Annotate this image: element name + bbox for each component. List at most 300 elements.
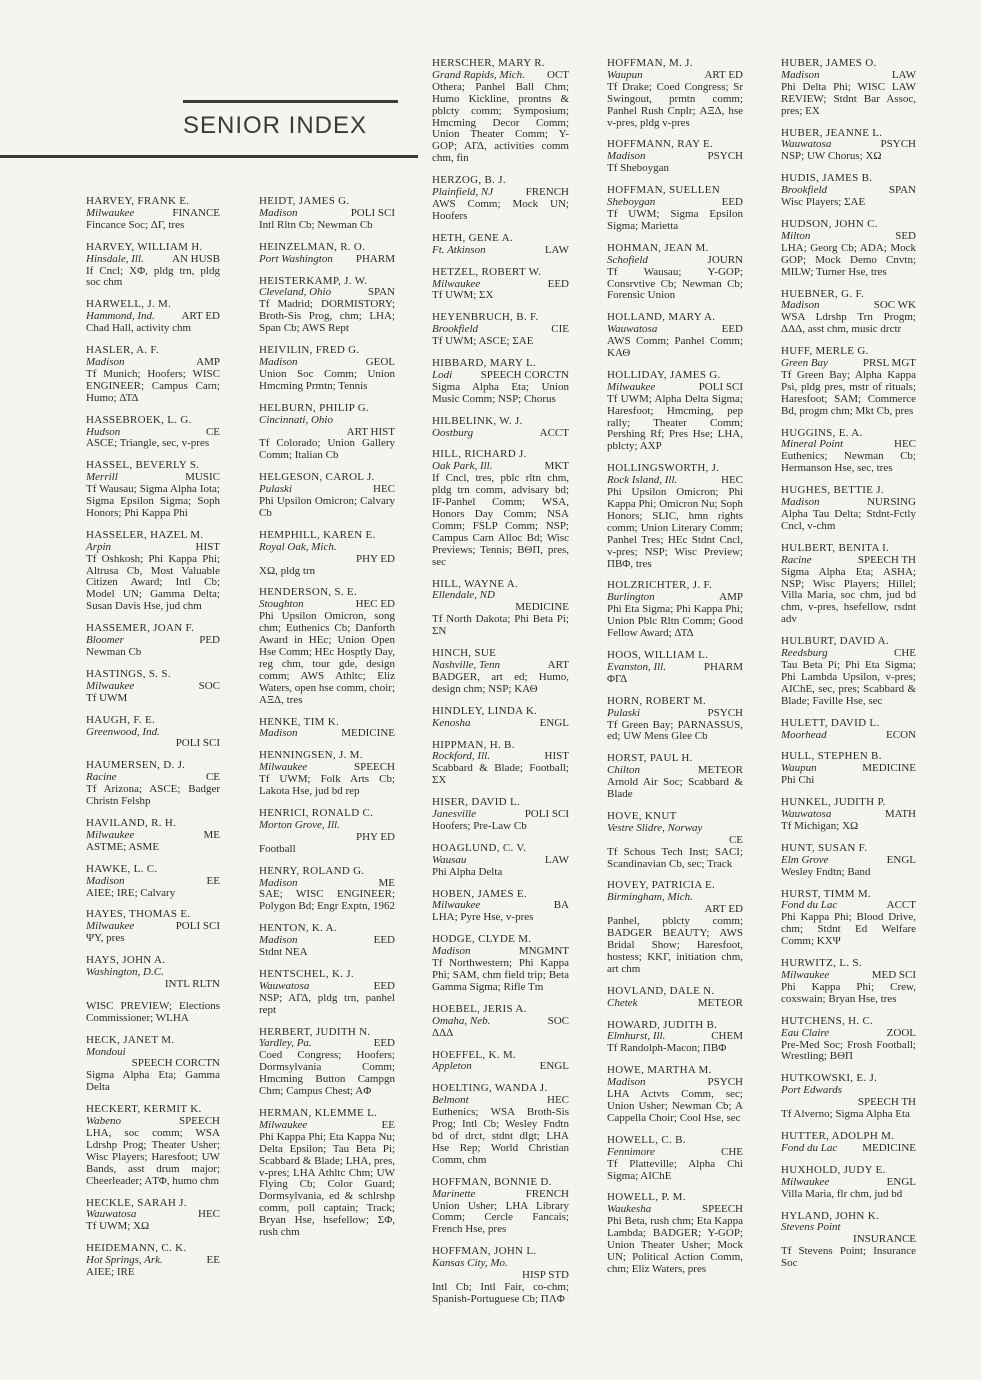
entry-name: HOWELL, C. B. [607,1133,686,1146]
entry-name: HENKE, TIM K. [259,715,340,728]
entry-subject: SOC [198,679,220,692]
entry-hometown: Omaha, Neb. [432,1014,491,1027]
entry-name: HOLLINGSWORTH, J. [607,462,720,475]
index-column-1 [86,196,220,1289]
entry-hometown: Vestre Slidre, Norway [607,821,703,834]
entry-name: HUBER, JEANNE L. [781,126,883,139]
entry-hometown: Oostburg [432,426,474,439]
index-entry [781,128,916,164]
entry-hometown-line [781,555,916,567]
index-entry [86,760,220,808]
entry-activities: Phi Eta Sigma; Phi Kappa Phi; Union Pblc Rltn Comm; Good Fellow Award; ΔΤΔ [607,603,743,640]
entry-hometown-line [781,231,916,243]
entry-subject: PED [199,634,220,647]
entry-subject: MUSIC [185,471,220,484]
entry-subject: CHEM [711,1030,743,1043]
entry-hometown: Greenwood, Ind. [86,725,160,738]
entry-activities: Tf Northwestern; Phi Kappa Phi; SAM, chm field trip; Beta Gamma Sigma; Rifle Tm [432,957,569,993]
entry-activities: Panhel, pblcty comm; BADGER BEAUTY; AWS Bridal Show; Haresfoot, hostess; ΚΚΓ, initiation chm, art chm [607,915,743,975]
entry-hometown: Madison [259,727,298,740]
index-entry [86,1198,220,1234]
index-entry [432,797,569,833]
index-entry [432,267,569,303]
entry-subject: SPEECH CORCTN [480,368,569,381]
index-entry [607,463,743,570]
index-entry [781,543,916,626]
entry-hometown: Kansas City, Mo. [432,1257,508,1270]
entry-subject: GEOL [365,355,395,368]
entry-hometown-line [607,382,743,394]
entry-activities: Euthenics; Newman Cb; Hermanson Hse, sec, tres [781,450,916,475]
entry-activities: Intl Cb; Intl Fair, co-chm; Spanish-Portuguese Cb; ΠΛΦ [432,1280,569,1305]
entry-activities: Newman Cb [86,646,142,658]
entry-name: HURST, TIMM M. [781,887,871,900]
entry-activities: Villa Maria, flr chm, jud bd [781,1187,903,1200]
entry-name: HARVEY, FRANK E. [86,195,190,207]
entry-subject: MKT [544,460,569,473]
entry-hometown: Cincinnati, Ohio [259,413,333,426]
entry-hometown-line [607,255,743,267]
entry-activities: Football [259,842,296,855]
entry-activities: LHA, soc comm; WSA Ldrshp Prog; Theater Usher; Wisc Players; Haresfoot; UW Bands, asst drum major; Cheerleader; AΤΦ, humo chm [86,1127,220,1187]
entry-activities: Tf UWM; ASCE; ΣΑΕ [432,335,534,348]
entry-activities: AWS Comm; Mock UN; Hoofers [432,197,569,222]
entry-hometown: Pulaski [259,483,292,496]
entry-subject: PSYCH [707,150,743,163]
entry-hometown: Milwaukee [432,277,481,290]
entry-hometown: Milwaukee [86,679,135,692]
index-entry [86,460,220,520]
entry-subject: HIST [195,540,220,553]
entry-name: HOVLAND, DALE N. [607,984,715,997]
entry-hometown-line [607,998,743,1010]
entry-name: HOFFMAN, M. J. [607,57,693,69]
index-entry [607,185,743,233]
entry-subject: ART [547,658,569,671]
entry-activities: If Cncl; XΦ, pldg trn, pldg soc chm [86,264,220,289]
index-entry [781,428,916,476]
entry-hometown: Madison [781,496,820,509]
entry-activities: Tf UWM; Sigma Epsilon Sigma; Marietta [607,207,743,232]
entry-hometown: Marinette [432,1187,476,1200]
entry-hometown: Fennimore [607,1145,655,1158]
entry-hometown: Brookfield [432,323,479,336]
entry-hometown: Waupun [781,762,817,775]
entry-subject: INTL RLTN [164,977,220,990]
entry-hometown-line [607,1147,743,1159]
entry-name: HASSEBROEK, L. G. [86,413,192,426]
entry-activities: Scabbard & Blade; Football; ΣΧ [432,762,569,787]
entry-activities: Phi Delta Phi; WISC LAW REVIEW; Stdnt Bar Assoc, pres; ΕΧ [781,80,916,117]
entry-activities: WISC PREVIEW; Elections Commissioner; WLHA [86,999,220,1024]
entry-name: HUEBNER, G. F. [781,287,865,300]
index-entry [432,579,569,639]
entry-hometown: Stevens Point [781,1221,841,1234]
index-entry [86,715,220,751]
entry-subject: MEDICINE [515,601,569,614]
entry-hometown: Wauwatosa [607,323,658,336]
entry-hometown-line [781,1177,916,1189]
index-entry [259,923,395,959]
entry-hometown: Schofield [607,253,648,266]
entry-activities: Tf Michigan; XΩ [781,819,859,832]
index-entry [259,530,395,578]
entry-subject: SPEECH CORCTN [131,1057,220,1070]
entry-name: HUXHOLD, JUDY E. [781,1163,886,1176]
entry-name: HAVILAND, R. H. [86,816,177,829]
entry-name: HULBURT, DAVID A. [781,635,889,648]
entry-hometown: Milwaukee [86,206,135,219]
index-entry [781,219,916,279]
index-entry [259,242,395,266]
index-entry [86,415,220,451]
entry-subject: CE [205,771,220,784]
index-entry [781,1131,916,1155]
entry-name: HUDIS, JAMES B. [781,172,873,185]
entry-subject: HISP STD [522,1269,569,1282]
entry-subject: MNGMNT [518,945,569,958]
entry-subject: SOC [547,1014,569,1027]
index-entry [781,958,916,1006]
entry-hometown: Chilton [607,764,641,777]
entry-activities: Pre-Med Soc; Frosh Football; Wrestling; ΒΘΠ [781,1038,916,1063]
entry-name: HOBEN, JAMES E. [432,887,527,900]
entry-name: HINDLEY, LINDA K. [432,704,538,717]
entry-name: HOFFMANN, RAY E. [607,138,714,151]
entry-hometown: Milwaukee [259,1118,308,1131]
index-entry [781,797,916,833]
entry-hometown-line [259,728,395,740]
entry-subject: SED [895,229,916,242]
entry-activities: If Cncl, tres, pblc rltn chm, pldg trn comm, advisary bd; IF-Panhel Comm; WSA, Honors Day Comm; NSA Comm; FSLP Comm; NSP; Campus Carn Alloc Bd; Wisc Previews; Tennis; ΒΘΠ, pres, sec [432,472,569,568]
entry-activities: Phi Kappa Phi; Eta Kappa Nu; Delta Epsilon; Tau Beta Pi; Scabbard & Blade; LHA, pres, v-pres; LHA Athltc Chm; UW Flying Cb; Color Guard; Dormsylvania, ed & schlrshp comm, poll captain; Track; Bryan Hse, hsefellow; ΣΦ, rush chm [259,1130,395,1239]
entry-activities: Sigma Alpha Eta; ASHA; NSP; Wisc Players; Hillel; Villa Maria, soc chm, jud bd chm, v-pres, hsefellow, rsdnt adv [781,565,916,626]
entry-hometown-line [86,542,220,554]
entry-name: HAUGH, F. E. [86,713,156,726]
index-entry [607,1065,743,1125]
entry-name: HEIDT, JAMES G. [259,195,350,207]
entry-subject: SPEECH [179,1115,220,1128]
entry-name: HASLER, A. F. [86,344,160,357]
entry-hometown: Merrill [86,471,118,484]
entry-activities: Arnold Air Soc; Scabbard & Blade [607,776,743,801]
entry-hometown: Madison [607,150,646,163]
entry-subject: MEDICINE [862,762,916,775]
entry-hometown: Elmhurst, Ill. [607,1030,666,1043]
entry-activities: Tf Drake; Coed Congress; Sr Swingout, prmtn comm; Panhel Rush Cnplr; ΑΞΔ, hse v-pres, pldg v-pres [607,80,743,129]
entry-name: HILL, WAYNE A. [432,577,519,590]
entry-hometown: Wabeno [86,1115,122,1128]
entry-subject: POLI SCI [698,380,743,393]
entry-name: HAYS, JOHN A. [86,954,166,967]
entry-activities: BADGER, art ed; Humo, design chm; NSP; ΚΑΘ [432,670,569,695]
entry-activities: Hoofers; Pre-Law Cb [432,819,527,832]
entry-name: HOLLAND, MARY A. [607,311,716,324]
entry-hometown: Evanston, Ill. [607,660,666,673]
index-entry [259,808,395,856]
index-entry [259,969,395,1017]
entry-activities: Wesley Fndtn; Band [781,865,871,878]
entry-name: HERSCHER, MARY R. [432,57,545,69]
entry-hometown: Janesville [432,808,476,821]
entry-hometown: Elm Grove [781,853,829,866]
index-entry [86,864,220,900]
entry-subject: METEOR [697,996,743,1009]
entry-hometown: Madison [432,945,471,958]
entry-activities: Tf UWM; XΩ [86,1220,150,1233]
entry-name: HOAGLUND, C. V. [432,841,527,854]
entry-hometown-line [259,542,395,554]
entry-name: HOELTING, WANDA J. [432,1082,548,1095]
entry-name: HETH, GENE A. [432,231,513,244]
entry-hometown: Milwaukee [781,1175,830,1188]
entry-name: HUGHES, BETTIE J. [781,484,884,497]
entry-subject: SPEECH [702,1203,743,1216]
entry-hometown-line [781,730,916,742]
entry-hometown: Hammond, Ind. [86,310,155,323]
entry-name: HOVE, KNUT [607,809,677,822]
entry-hometown-line [432,718,569,730]
entry-name: HOOS, WILLIAM L. [607,648,709,661]
entry-activities: Sigma Alpha Eta; Union Music Comm; NSP; Chorus [432,380,569,405]
entry-activities: Tf Platteville; Alpha Chi Sigma; AIChE [607,1157,743,1182]
entry-hometown-line [607,662,743,674]
index-entry [259,750,395,798]
entry-hometown: Ellendale, ND [432,589,495,602]
index-entry [259,866,395,914]
entry-name: HEYENBRUCH, B. F. [432,311,539,324]
entry-subject: INSURANCE [853,1233,916,1246]
entry-name: HUTKOWSKI, E. J. [781,1072,878,1085]
entry-subject: METEOR [697,764,743,777]
entry-name: HASSEL, BEVERLY S. [86,459,200,472]
entry-hometown: Plainfield, NJ [432,186,494,199]
entry-name: HEINZELMAN, R. O. [259,240,366,253]
entry-hometown: Morton Grove, Ill. [259,818,340,831]
entry-name: HIBBARD, MARY L. [432,357,537,370]
index-entry [607,243,743,303]
entry-activities: Tf Wausau; Y-GOP; Consrvtive Cb; Newman Cb; Forensic Union [607,265,743,302]
entry-name: HEMPHILL, KAREN E. [259,528,376,541]
entry-hometown: Brookfield [781,184,828,197]
entry-name: HORN, ROBERT M. [607,694,706,707]
entry-hometown: Ft. Atkinson [432,243,486,256]
entry-subject: BA [553,899,569,912]
entry-hometown: Racine [781,553,812,566]
entry-activities: AIEE; IRE; Calvary [86,886,176,899]
entry-hometown: Belmont [432,1094,469,1107]
entry-hometown: Stoughton [259,598,304,611]
index-entry [432,416,569,440]
entry-name: HOWARD, JUDITH B. [607,1018,718,1031]
entry-hometown: Milwaukee [607,380,656,393]
entry-subject: SOC WK [873,299,916,312]
entry-hometown: Hot Springs, Ark. [86,1254,163,1267]
entry-subject: ME [378,876,395,889]
entry-hometown: Eau Claire [781,1026,830,1039]
title-top-rule [183,100,398,103]
index-entry [607,753,743,801]
entry-hometown: Yardley, Pa. [259,1037,312,1050]
entry-hometown-line [432,1189,569,1201]
entry-subject: ART ED [181,310,220,323]
index-entry [432,1004,569,1040]
entry-activities: LHA; Georg Cb; ADA; Mock GOP; Mock Demo Cnvtn; MILW; Turner Hse, tres [781,241,916,278]
index-entry [781,58,916,118]
entry-activities: AIEE; IRE [86,1266,135,1279]
entry-hometown: Oak Park, Ill. [432,460,493,473]
entry-hometown: Reedsburg [781,647,828,660]
entry-subject: LAW [891,68,916,81]
entry-activities: Tf Green Bay; PARNASSUS, ed; UW Mens Glee Cb [607,718,743,743]
index-entry [607,880,743,975]
entry-name: HULETT, DAVID L. [781,716,880,729]
entry-name: HASTINGS, S. S. [86,667,171,680]
entry-name: HILL, RICHARD J. [432,448,527,461]
entry-hometown-line [86,876,220,888]
entry-name: HORST, PAUL H. [607,752,693,765]
entry-subject: MEDICINE [862,1141,916,1154]
entry-name: HASSEMER, JOAN F. [86,622,195,635]
entry-activities: Phi Upsilon Omicron, song chm; Euthenics Cb; Danforth Award in HEc; Union Open Hse Comm; HEc Hosptly Day, reg chm, tour gde, design comm; AWS Athltc; Eliz Waters, open hse comm, choir; ΑΞΔ, tres [259,610,395,706]
entry-activities: Euthenics; WSA Broth-Sis Prog; Intl Cb; Wesley Fndtn bd of drct, stdnt dlgt; LHA Hse Rep; World Christian Comm, chm [432,1106,569,1166]
index-entry [432,175,569,223]
index-entry [607,58,743,129]
entry-activities: Wisc Players; ΣΑΕ [781,196,866,209]
entry-hometown: Hudson [86,425,121,438]
entry-subject: POLI SCI [350,206,395,219]
entry-subject: PHY ED [355,830,395,843]
index-entry [259,345,395,393]
entry-name: HECKLE, SARAH J. [86,1196,187,1209]
index-entry [781,173,916,209]
index-entry [259,196,395,232]
entry-subject: CE [205,425,220,438]
entry-hometown: Wauwatosa [259,979,310,992]
entry-hometown: Milwaukee [259,761,308,774]
index-entry [781,1211,916,1271]
entry-hometown-line [607,708,743,720]
index-entry [259,276,395,336]
entry-subject: MATH [884,808,916,821]
index-entry [781,289,916,337]
entry-subject: EE [206,1254,220,1267]
entry-hometown: Arpin [86,540,112,553]
entry-name: HERMAN, KLEMME L. [259,1107,378,1119]
entry-activities: NSP; AΓΔ, pldg trn, panhel rept [259,991,395,1016]
index-entry [432,1083,569,1166]
entry-subject: SPEECH [354,761,395,774]
index-entry [781,636,916,707]
entry-hometown: Waupun [607,68,643,81]
entry-hometown: Wauwatosa [781,138,832,151]
entry-activities: SAE; WISC ENGINEER; Polygon Bd; Engr Exptn, 1962 [259,888,395,913]
index-entry [432,843,569,879]
entry-subject: HEC [198,1208,220,1221]
index-entry [781,1016,916,1064]
entry-hometown: Mondoui [86,1045,126,1058]
entry-activities: LHA; Pyre Hse, v-pres [432,911,534,924]
entry-activities: AWS Comm; Panhel Comm; ΚΑΘ [607,335,743,360]
entry-subject: EED [373,979,395,992]
index-entry [86,299,220,335]
entry-activities: XΩ, pldg trn [259,564,316,577]
entry-hometown-line [432,1016,569,1028]
entry-name: HOHMAN, JEAN M. [607,241,709,254]
index-entry [607,580,743,640]
index-entry [607,986,743,1010]
index-entry [259,1027,395,1098]
entry-hometown-line [781,1028,916,1040]
entry-name: HODGE, CLYDE M. [432,933,532,946]
entry-activities: Tf Oshkosh; Phi Kappa Phi; Altrusa Cb, Most Valuable Citizen Award; Intl Cb; Model UN; Gamma Delta; Susan Davis Hse, jud chm [86,552,220,613]
entry-subject: OCT [547,68,569,81]
entry-activities: Coed Congress; Hoofers; Dormsylvania Comm; Hmcming Button Campgn Chm; Campus Chest; AΦ [259,1049,395,1098]
entry-name: HENRY, ROLAND G. [259,864,365,877]
entry-hometown-line [86,681,220,693]
entry-subject: AMP [719,591,743,604]
entry-name: HELGESON, CAROL J. [259,471,375,484]
entry-hometown-line [607,823,743,835]
entry-hometown: Port Washington [259,252,333,265]
index-entry [259,1108,395,1239]
entry-hometown: Madison [259,355,298,368]
entry-subject: ENGL [539,1060,569,1073]
entry-name: HECK, JANET M. [86,1033,175,1046]
entry-name: HENNINGSEN, J. M. [259,749,363,762]
entry-hometown: Cleveland, Ohio [259,286,332,299]
index-entry [432,233,569,257]
index-entry [432,358,569,406]
entry-hometown: Madison [259,876,298,889]
entry-name: HINCH, SUE [432,647,497,660]
entry-activities: Union Soc Comm; Union Hmcming Prmtn; Tennis [259,367,395,392]
index-entry [781,1073,916,1121]
entry-subject: PSYCH [707,1076,743,1089]
index-entry [432,58,569,165]
entry-activities: Alpha Tau Delta; Stdnt-Fctly Cncl, v-chm [781,508,916,532]
entry-subject: EE [206,874,220,887]
entry-hometown: Birmingham, Mich. [607,891,693,904]
entry-hometown: Wauwatosa [86,1208,137,1221]
entry-activities: Fincance Soc; ΔΓ, tres [86,218,185,231]
entry-hometown-line [781,855,916,867]
entry-activities: Tf Colorado; Union Gallery Comm; Italian Cb [259,437,395,462]
entry-hometown: Madison [259,206,298,219]
entry-name: HAYES, THOMAS E. [86,908,191,921]
entry-name: HOLLIDAY, JAMES G. [607,368,721,381]
entry-activities: Phi Alpha Delta [432,865,503,878]
index-entry [86,1243,220,1279]
entry-activities: Tf Munich; Hoofers; WISC ENGINEER; Campus Carn; Humo; ΔΤΔ [86,367,220,404]
entry-hometown: Burlington [607,591,655,604]
entry-activities: Phi Kappa Phi; Blood Drive, chm; Stdnt Ed Welfare Comm; ΚΧΨ [781,911,916,948]
entry-hometown-line [432,855,569,867]
entry-activities: Chad Hall, activity chm [86,322,192,335]
entry-subject: AMP [196,355,220,368]
index-entry [607,370,743,453]
entry-hometown: Milwaukee [86,920,135,933]
entry-subject: CIE [551,323,569,336]
entry-name: HETZEL, ROBERT W. [432,265,542,278]
entry-hometown: Chetek [607,996,638,1009]
index-entry [781,751,916,787]
entry-hometown: Moorhead [781,728,827,741]
entry-name: HILBELINK, W. J. [432,414,523,427]
entry-subject: PHARM [703,660,743,673]
entry-name: HUTCHENS, H. C. [781,1014,874,1027]
entry-activities: Tf Arizona; ASCE; Badger Christn Felshp [86,783,220,808]
